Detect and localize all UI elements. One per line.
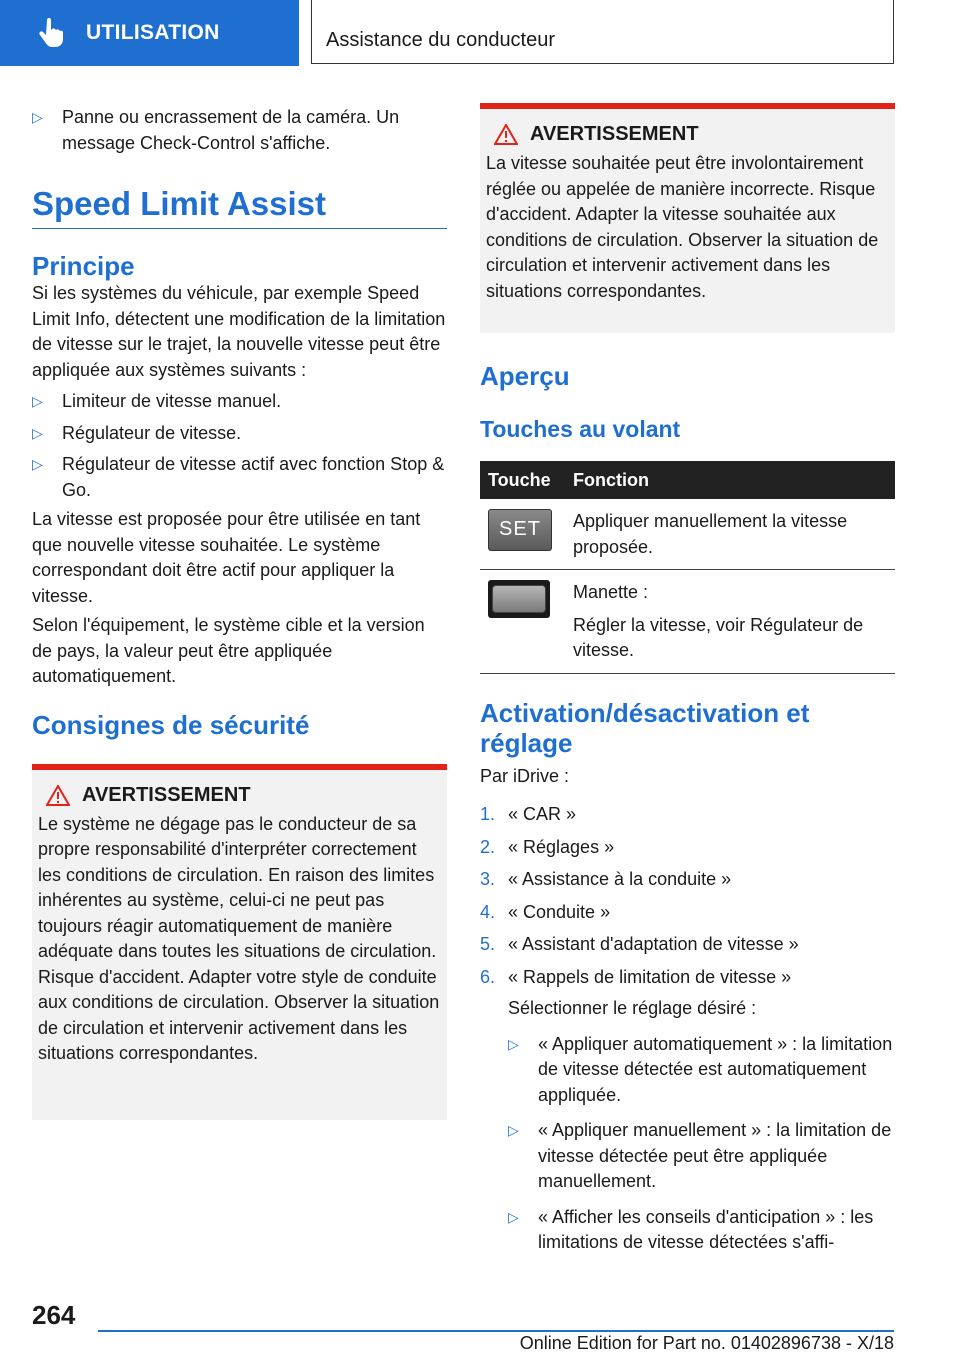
footer-divider <box>98 1330 894 1332</box>
step-text: « Conduite » <box>508 901 611 922</box>
warning-title <box>38 784 441 807</box>
list-item: ▷ Régulateur de vitesse. <box>32 421 447 447</box>
table-row <box>480 499 895 570</box>
step-number: 5. <box>480 934 496 954</box>
col-key: Touche <box>480 461 565 499</box>
warning-title <box>486 123 889 146</box>
step-number: 6. <box>480 966 496 987</box>
keys-table <box>480 461 895 674</box>
left-column <box>32 100 447 1120</box>
key-cell <box>480 570 565 674</box>
step-number: 3. <box>480 869 496 889</box>
chapter-title: Assistance du conducteur <box>311 0 894 64</box>
keys-heading: Touches au volant <box>480 416 681 442</box>
paragraph: La vitesse est proposée pour être utilisée en tant que nouvelle vitesse souhaitée. Le système correspondant doit être actif pour appliquer la vitesse. <box>32 509 421 606</box>
option-item: ▷ « Appliquer automatiquement » : la limitation de vitesse détectée est automatiquement appliquée. <box>508 1032 895 1109</box>
table-row <box>480 570 895 674</box>
col-function: Fonction <box>565 461 895 499</box>
step-item <box>480 932 895 958</box>
table-header-row <box>480 461 895 499</box>
step-text: « Assistance à la conduite » <box>508 869 732 889</box>
via-text: Par iDrive : <box>480 765 570 786</box>
section-label: UTILISATION <box>86 21 220 44</box>
set-button-icon <box>488 509 552 551</box>
edition-text: Online Edition for Part no. 01402896738 - X/18 <box>519 1333 894 1353</box>
set-key-label: SET <box>499 518 541 541</box>
warning-box <box>32 764 447 1120</box>
step-text: « Réglages » <box>508 836 615 857</box>
right-column <box>480 103 895 1256</box>
option-item: ▷ « Afficher les conseils d'anticipation » : les limitations de vitesse détectées s'affi- <box>508 1205 895 1256</box>
warning-title-text: AVERTISSEMENT <box>530 123 699 145</box>
step-text: « CAR » <box>508 804 577 824</box>
step-text: « Assistant d'adaptation de vitesse » <box>508 934 799 954</box>
overview-heading: Aperçu <box>480 361 570 391</box>
section-tab[interactable] <box>0 0 299 66</box>
page-number: 264 <box>32 1300 76 1330</box>
step-item <box>480 867 895 893</box>
rocker-lever-icon <box>488 580 550 618</box>
step-number: 1. <box>480 804 496 824</box>
warning-triangle-icon <box>46 785 70 806</box>
option-item: ▷ « Appliquer manuellement » : la limitation de vitesse détectée peut être appliquée manuellement. <box>508 1118 895 1195</box>
key-cell <box>480 499 565 570</box>
warning-text: La vitesse souhaitée peut être involontairement réglée ou appelée de manière incorrecte. Risque d'accident. Adapter la vitesse souhaitée aux conditions de circulation. Observer la situation de circulation et intervenir activement dans les situations correspondantes. <box>486 153 879 301</box>
principle-text: Si les systèmes du véhicule, par exemple Speed Limit Info, détectent une modification de la limitation de vitesse sur le trajet, la nouvelle vitesse peut être appliquée aux systèmes suivants : <box>32 283 446 380</box>
warning-title-text: AVERTISSEMENT <box>82 783 251 806</box>
step-item <box>480 802 895 828</box>
warning-triangle-icon <box>494 124 518 145</box>
step-item <box>480 965 895 991</box>
step-number: 2. <box>480 836 496 857</box>
function-cell: Appliquer manuellement la vitesse proposée. <box>565 499 895 570</box>
warning-box <box>480 103 895 333</box>
pointing-hand-icon <box>38 18 64 48</box>
activation-heading: Activation/désactivation et réglage <box>480 697 810 758</box>
select-text: Sélectionner le réglage désiré : <box>508 998 757 1018</box>
function-cell <box>565 570 895 674</box>
step-item <box>480 835 895 861</box>
list-item: ▷ Régulateur de vitesse actif avec fonction Stop & Go. <box>32 452 447 503</box>
step-number: 4. <box>480 901 496 922</box>
paragraph: Selon l'équipement, le système cible et la version de pays, la valeur peut être appliquée automatiquement. <box>32 615 425 686</box>
function-line: Manette : <box>573 582 649 602</box>
function-line: Régler la vitesse, voir Régulateur de vitesse. <box>573 614 864 660</box>
warning-text: Le système ne dégage pas le conducteur de sa propre responsabilité d'interpréter correctement les conditions de circulation. En raison des limites inhérentes au système, celui-ci ne peut pas toujours réagir automatiquement de manière adéquate dans toutes les situations de circulation. Risque d'accident. Adapter votre style de conduite aux conditions de circulation. Observer la situation de circulation et intervenir activement dans les situations correspondantes. <box>38 813 440 1063</box>
list-item: ▷ Panne ou encrassement de la caméra. Un message Check-Control s'affiche. <box>32 105 447 156</box>
principle-heading: Principe <box>32 251 135 281</box>
safety-heading: Consignes de sécurité <box>32 709 310 740</box>
step-item <box>480 900 895 926</box>
list-item: ▷ Limiteur de vitesse manuel. <box>32 389 447 415</box>
step-text: « Rappels de limitation de vitesse » <box>508 966 792 987</box>
page-title: Speed Limit Assist <box>32 184 447 229</box>
